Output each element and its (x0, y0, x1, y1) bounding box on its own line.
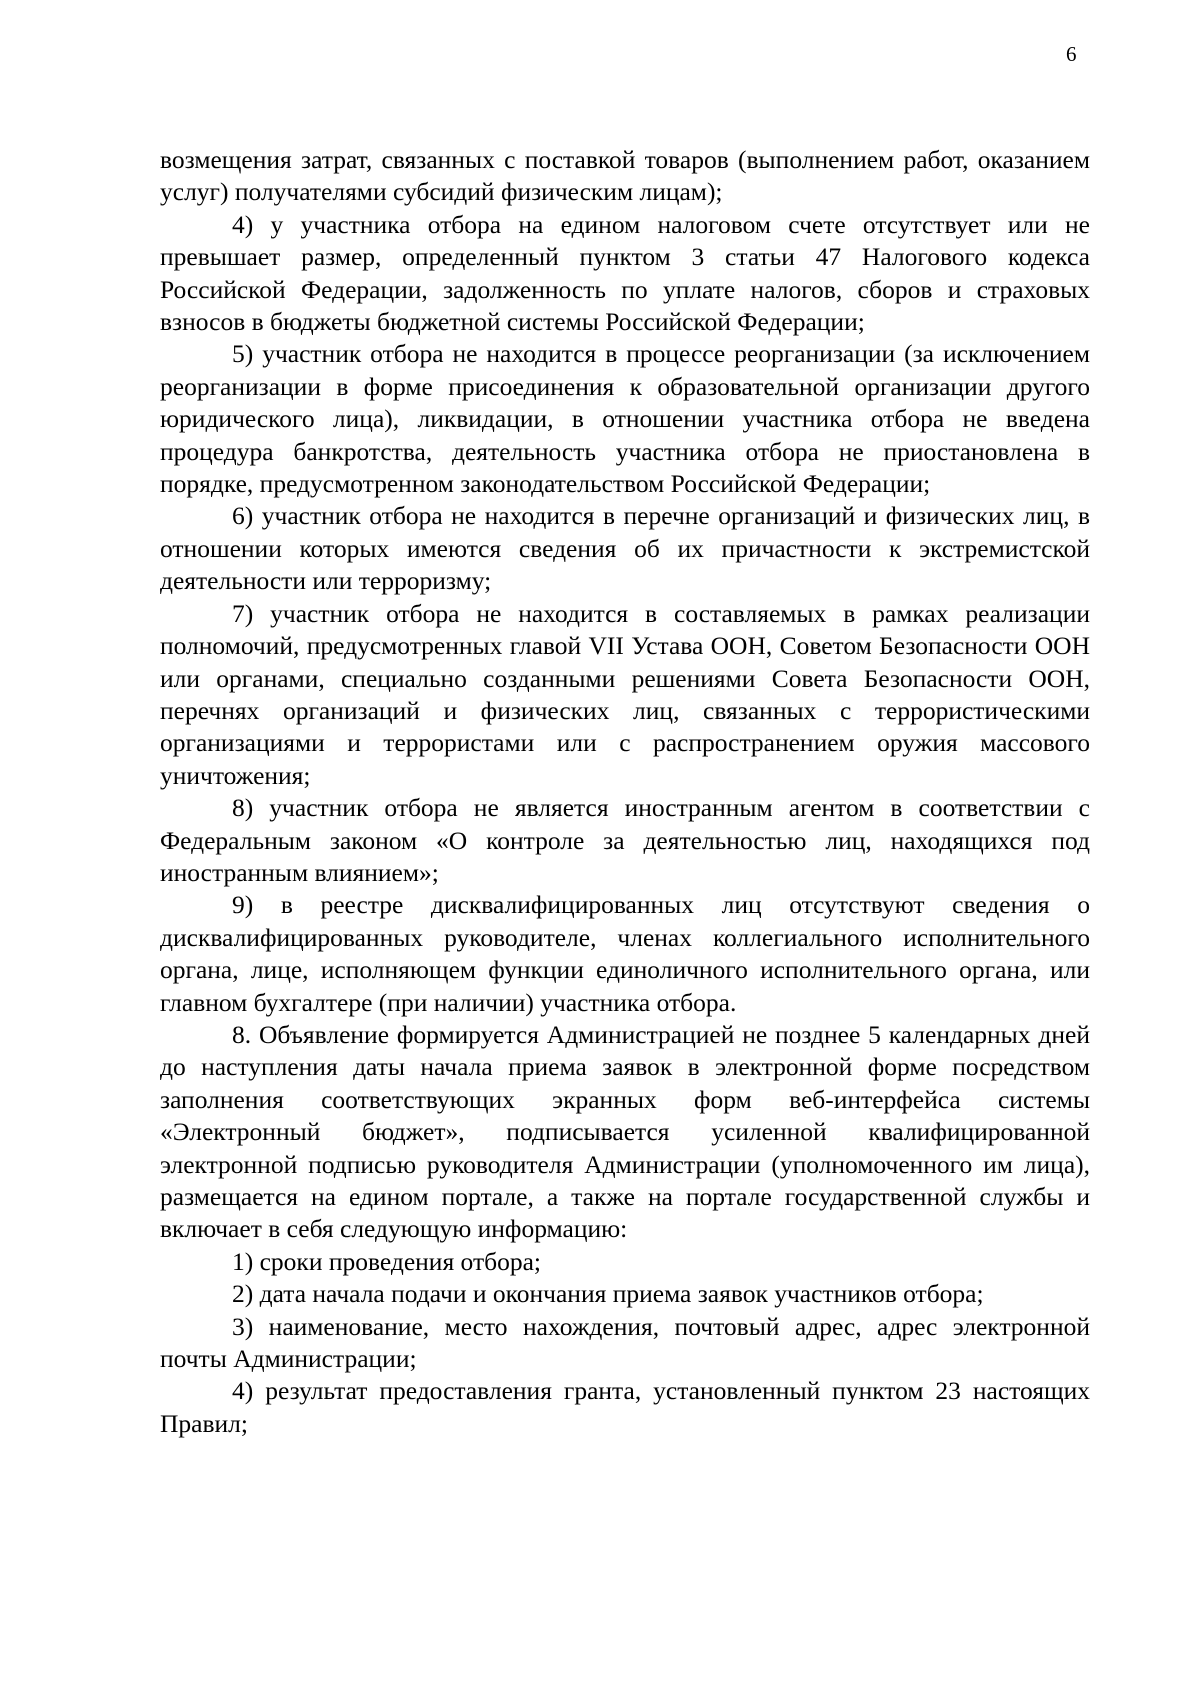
document-body (160, 144, 1090, 1440)
paragraph-continuation: возмещения затрат, связанных с поставкой товаров (выполнением работ, оказанием услуг) получателями субсидий физическим лицам); (160, 145, 1090, 207)
paragraph-item-7: 7) участник отбора не находится в составляемых в рамках реализации полномочий, предусмотренных главой VII Устава ООН, Советом Безопасности ООН или органами, специально созданными решениями Совета Безопасности ООН, перечнях организаций и физических лиц, связанных с террористическими организациями и террористами или с распространением оружия массового уничтожения; (160, 598, 1090, 790)
paragraph-info-2: 2) дата начала подачи и окончания приема заявок участников отбора; (232, 1279, 984, 1309)
paragraph-item-8: 8) участник отбора не является иностранным агентом в соответствии с Федеральным законом «О контроле за деятельностью лиц, находящихся под иностранным влиянием»; (160, 793, 1090, 887)
paragraph-item-5: 5) участник отбора не находится в процессе реорганизации (за исключением реорганизации в форме присоединения к образовательной организации другого юридического лица), ликвидации, в отношении участника отбора не введена процедура банкротства, деятельность участника отбора не приостановлена в порядке, предусмотренном законодательством Российской Федерации; (160, 339, 1090, 499)
page-number: 6 (1066, 42, 1077, 66)
paragraph-info-3: 3) наименование, место нахождения, почтовый адрес, адрес электронной почты Администрации; (160, 1311, 1090, 1374)
paragraph-info-1: 1) сроки проведения отбора; (232, 1246, 541, 1276)
paragraph-item-6: 6) участник отбора не находится в перечне организаций и физических лиц, в отношении которых имеются сведения об их причастности к экстремистской деятельности или терроризму; (160, 501, 1090, 596)
paragraph-clause-8: 8. Объявление формируется Администрацией не позднее 5 календарных дней до наступления даты начала приема заявок в электронной форме посредством заполнения соответствующих экранных форм веб-интерфейса системы «Электронный бюджет», подписывается усиленной квалифицированной электронной подписью руководителя Администрации (уполномоченного им лица), размещается на едином портале, а также на портале государственной службы и включает в себя следующую информацию: (160, 1019, 1090, 1244)
paragraph-item-4: 4) у участника отбора на едином налоговом счете отсутствует или не превышает размер, определенный пунктом 3 статьи 47 Налогового кодекса Российской Федерации, задолженность по уплате налогов, сборов и страховых взносов в бюджеты бюджетной системы Российской Федерации; (160, 209, 1090, 337)
paragraph-info-4: 4) результат предоставления гранта, установленный пунктом 23 настоящих Правил; (160, 1376, 1090, 1438)
paragraph-item-9: 9) в реестре дисквалифицированных лиц отсутствуют сведения о дисквалифицированных руководителе, членах коллегиального исполнительного органа, лице, исполняющем функции единоличного исполнительного органа, или главном бухгалтере (при наличии) участника отбора. (160, 890, 1090, 1017)
